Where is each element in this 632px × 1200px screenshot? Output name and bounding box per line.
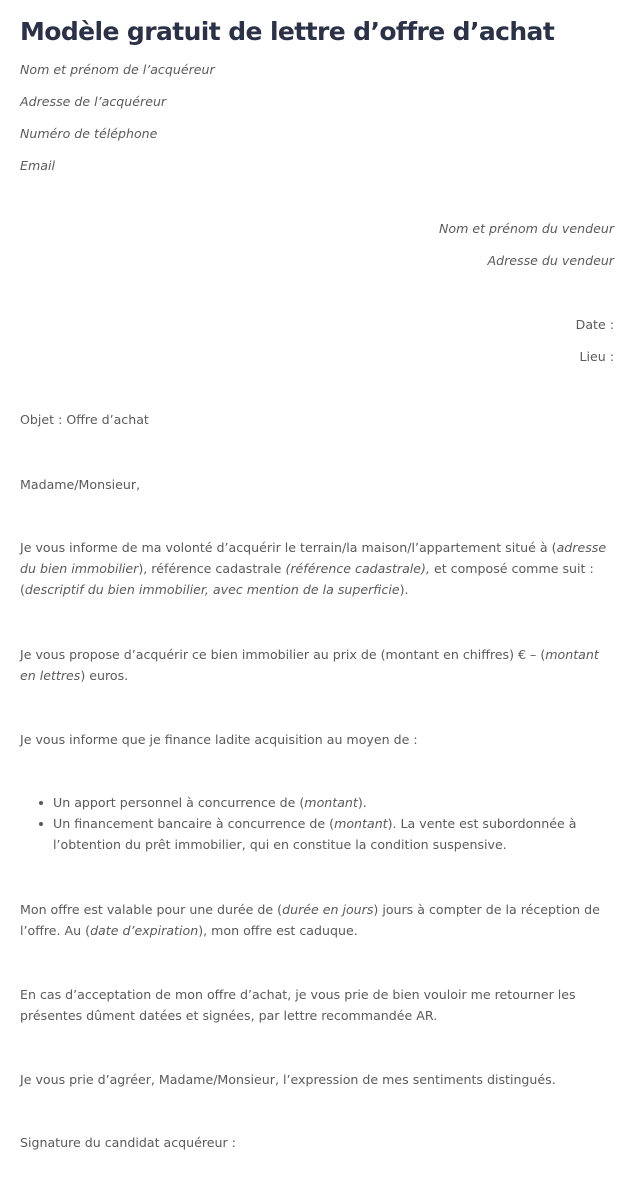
paragraph-property: Je vous informe de ma volonté d’acquérir le terrain/la maison/l’appartement situé à (adresse du bien immobilier), référence cadastrale (référence cadastrale), et composé comme suit : (descriptif du bien immobilier, avec mention de la superficie). <box>20 540 607 597</box>
page-title: Modèle gratuit de lettre d’offre d’achat <box>20 17 555 46</box>
paragraph-validity: Mon offre est valable pour une durée de (durée en jours) jours à compter de la réception de l’offre. Au (date d’expiration), mon offre est caduque. <box>20 902 600 938</box>
signature-line: Signature du candidat acquéreur : <box>20 1135 236 1150</box>
paragraph-financing: Je vous informe que je finance ladite acquisition au moyen de : <box>20 732 418 747</box>
paragraph-acceptance: En cas d’acceptation de mon offre d’achat, je vous prie de bien vouloir me retourner les présentes dûment datées et signées, par lettre recommandée AR. <box>20 987 576 1023</box>
list-item: Un financement bancaire à concurrence de (montant). La vente est subordonnée à l’obtention du prêt immobilier, qui en constitue la condition suspensive. <box>53 813 632 855</box>
buyer-phone: Numéro de téléphone <box>20 126 158 141</box>
list-item: Un apport personnel à concurrence de (montant). <box>53 792 632 813</box>
place-label: Lieu : <box>579 349 614 364</box>
buyer-email: Email <box>20 158 55 173</box>
date-label: Date : <box>575 317 614 332</box>
buyer-name: Nom et prénom de l’acquéreur <box>20 62 215 77</box>
seller-name: Nom et prénom du vendeur <box>438 221 614 236</box>
paragraph-price: Je vous propose d’acquérir ce bien immobilier au prix de (montant en chiffres) € – (montant en lettres) euros. <box>20 647 599 683</box>
buyer-address: Adresse de l’acquéreur <box>20 94 167 109</box>
closing-formula: Je vous prie d’agréer, Madame/Monsieur, l’expression de mes sentiments distingués. <box>20 1072 556 1087</box>
salutation: Madame/Monsieur, <box>20 477 141 492</box>
financing-list <box>20 792 632 855</box>
subject-line: Objet : Offre d’achat <box>20 412 149 427</box>
seller-address: Adresse du vendeur <box>487 253 614 268</box>
